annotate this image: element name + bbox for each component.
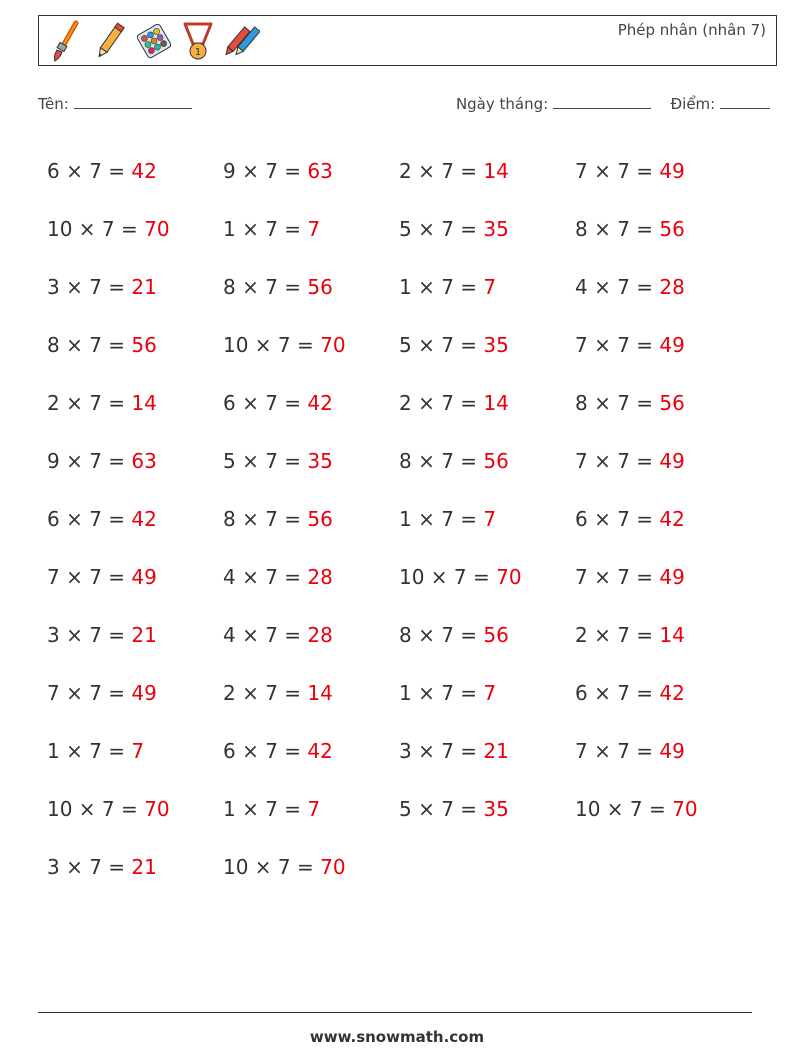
problem-question: 2 × 7 = (223, 681, 308, 705)
problem-answer: 14 (307, 681, 333, 705)
problem-answer: 14 (131, 391, 157, 415)
problem-question: 1 × 7 = (47, 739, 132, 763)
problem-answer: 56 (131, 333, 157, 357)
icon-strip (47, 19, 261, 63)
problem (47, 391, 223, 415)
problem-row (47, 606, 757, 664)
problem-question: 8 × 7 = (575, 391, 660, 415)
problem-question: 10 × 7 = (223, 333, 321, 357)
problem (47, 565, 223, 589)
problem-question: 8 × 7 = (399, 449, 484, 473)
problem (47, 159, 223, 183)
problem (223, 797, 399, 821)
problem-question: 10 × 7 = (575, 797, 673, 821)
problem-question: 6 × 7 = (575, 681, 660, 705)
problem-row (47, 258, 757, 316)
problem (399, 797, 575, 821)
problem-row (47, 432, 757, 490)
problem-answer: 56 (659, 217, 685, 241)
problem-question: 3 × 7 = (399, 739, 484, 763)
problem-question: 5 × 7 = (223, 449, 308, 473)
problem-row (47, 664, 757, 722)
problem-answer: 14 (483, 159, 509, 183)
problem-question: 5 × 7 = (399, 797, 484, 821)
problem-answer: 42 (659, 681, 685, 705)
problem-question: 1 × 7 = (399, 681, 484, 705)
paintbrush-icon (47, 19, 85, 63)
paint-palette-icon (135, 19, 173, 63)
problem-question: 3 × 7 = (47, 275, 132, 299)
problem (223, 159, 399, 183)
medal-icon (179, 19, 217, 63)
problem-answer: 42 (307, 739, 333, 763)
problem-question: 4 × 7 = (223, 623, 308, 647)
problem (47, 275, 223, 299)
name-label: Tên: (38, 95, 69, 113)
problem-answer: 70 (672, 797, 698, 821)
footer-divider (38, 1012, 752, 1013)
problem-row (47, 200, 757, 258)
problem-row (47, 142, 757, 200)
problem (223, 681, 399, 705)
problem-answer: 56 (307, 275, 333, 299)
problem-question: 6 × 7 = (223, 739, 308, 763)
problem (575, 217, 751, 241)
problem-question: 2 × 7 = (47, 391, 132, 415)
problem-question: 10 × 7 = (399, 565, 497, 589)
problem (47, 333, 223, 357)
footer-website: www.snowmath.com (309, 1028, 485, 1046)
name-field (38, 94, 192, 113)
pencil-icon (91, 19, 129, 63)
problem (575, 275, 751, 299)
problem-row (47, 780, 757, 838)
problem-answer: 56 (659, 391, 685, 415)
problem-row (47, 548, 757, 606)
problem-question: 6 × 7 = (223, 391, 308, 415)
problem-answer: 14 (483, 391, 509, 415)
problem-answer: 14 (659, 623, 685, 647)
problem-question: 9 × 7 = (223, 159, 308, 183)
problem-answer: 7 (483, 681, 497, 705)
problem-answer: 70 (496, 565, 522, 589)
problem-question: 7 × 7 = (575, 159, 660, 183)
problem-question: 6 × 7 = (47, 507, 132, 531)
problem (399, 159, 575, 183)
date-blank (553, 94, 651, 109)
problem-question: 8 × 7 = (399, 623, 484, 647)
problem (575, 333, 751, 357)
problem-answer: 21 (131, 275, 157, 299)
problem (47, 623, 223, 647)
problem (47, 217, 223, 241)
problem-answer: 70 (144, 217, 170, 241)
problem (575, 159, 751, 183)
problem-question: 7 × 7 = (575, 565, 660, 589)
problem (399, 681, 575, 705)
problem-question: 10 × 7 = (47, 797, 145, 821)
problem-answer: 42 (131, 159, 157, 183)
problem (575, 449, 751, 473)
problem-answer: 7 (483, 507, 497, 531)
problem-question: 6 × 7 = (575, 507, 660, 531)
problem-row (47, 838, 757, 896)
problem-answer: 7 (483, 275, 497, 299)
problem (223, 449, 399, 473)
problem-question: 4 × 7 = (575, 275, 660, 299)
problem (223, 391, 399, 415)
problem (47, 855, 223, 879)
problem-answer: 35 (483, 217, 509, 241)
problem (575, 681, 751, 705)
problem-row (47, 722, 757, 780)
problem-answer: 35 (307, 449, 333, 473)
problem (399, 275, 575, 299)
problem (223, 623, 399, 647)
problem-answer: 56 (483, 623, 509, 647)
problem-answer: 49 (659, 449, 685, 473)
problem-answer: 35 (483, 333, 509, 357)
problem-row (47, 374, 757, 432)
problem (575, 623, 751, 647)
problem-answer: 70 (320, 333, 346, 357)
problem-answer: 42 (131, 507, 157, 531)
problem (47, 449, 223, 473)
problem-question: 8 × 7 = (223, 275, 308, 299)
problem-question: 8 × 7 = (575, 217, 660, 241)
crayons-icon (223, 19, 261, 63)
problem (399, 507, 575, 531)
problem-question: 1 × 7 = (399, 507, 484, 531)
problem (399, 565, 575, 589)
date-score-fields (456, 94, 770, 113)
problem (575, 565, 751, 589)
problem-answer: 70 (320, 855, 346, 879)
problem-row (47, 490, 757, 548)
problem-question: 8 × 7 = (47, 333, 132, 357)
date-label: Ngày tháng: (455, 95, 549, 113)
problem-question: 1 × 7 = (223, 797, 308, 821)
problem-answer: 21 (483, 739, 509, 763)
problem-question: 6 × 7 = (47, 159, 132, 183)
problem-answer: 56 (483, 449, 509, 473)
problem (575, 797, 751, 821)
problem-question: 10 × 7 = (47, 217, 145, 241)
problem (223, 507, 399, 531)
problem (399, 739, 575, 763)
problem-answer: 49 (659, 739, 685, 763)
problem-answer: 63 (131, 449, 157, 473)
header-box (38, 15, 777, 66)
problem (399, 623, 575, 647)
problem-answer: 49 (131, 681, 157, 705)
score-blank (720, 94, 770, 109)
problem-answer: 28 (659, 275, 685, 299)
problem (47, 681, 223, 705)
problem (399, 217, 575, 241)
problem (47, 797, 223, 821)
problem-answer: 35 (483, 797, 509, 821)
problem-question: 5 × 7 = (399, 333, 484, 357)
problem-answer: 49 (659, 565, 685, 589)
problem (223, 565, 399, 589)
problem-question: 1 × 7 = (223, 217, 308, 241)
problem-question: 2 × 7 = (399, 391, 484, 415)
problem-answer: 21 (131, 855, 157, 879)
problem-question: 7 × 7 = (575, 449, 660, 473)
problem-answer: 63 (307, 159, 333, 183)
problem-question: 2 × 7 = (575, 623, 660, 647)
problem-question: 3 × 7 = (47, 623, 132, 647)
problem (575, 507, 751, 531)
problem-answer: 49 (131, 565, 157, 589)
problem (223, 333, 399, 357)
problem-answer: 49 (659, 159, 685, 183)
problem (223, 217, 399, 241)
problem (399, 391, 575, 415)
problem-question: 7 × 7 = (47, 681, 132, 705)
problem-answer: 49 (659, 333, 685, 357)
problem (223, 739, 399, 763)
problem-answer: 28 (307, 623, 333, 647)
problem (399, 449, 575, 473)
problem-question: 7 × 7 = (575, 333, 660, 357)
score-label: Điểm: (670, 95, 716, 113)
problem-answer: 7 (131, 739, 145, 763)
problem-answer: 42 (659, 507, 685, 531)
problem (223, 855, 399, 879)
problem-question: 10 × 7 = (223, 855, 321, 879)
problem-grid (47, 142, 757, 896)
problem-row (47, 316, 757, 374)
problem-question: 2 × 7 = (399, 159, 484, 183)
problem-question: 9 × 7 = (47, 449, 132, 473)
problem-question: 3 × 7 = (47, 855, 132, 879)
problem (47, 507, 223, 531)
problem-answer: 56 (307, 507, 333, 531)
problem (399, 333, 575, 357)
problem-answer: 7 (307, 797, 321, 821)
problem-question: 1 × 7 = (399, 275, 484, 299)
problem-question: 4 × 7 = (223, 565, 308, 589)
problem-answer: 70 (144, 797, 170, 821)
problem (223, 275, 399, 299)
problem (47, 739, 223, 763)
worksheet-title: Phép nhân (nhân 7) (617, 21, 766, 39)
problem-answer: 28 (307, 565, 333, 589)
problem-question: 5 × 7 = (399, 217, 484, 241)
problem-question: 7 × 7 = (47, 565, 132, 589)
problem-answer: 7 (307, 217, 321, 241)
problem-question: 7 × 7 = (575, 739, 660, 763)
problem-answer: 21 (131, 623, 157, 647)
problem (575, 739, 751, 763)
problem-question: 8 × 7 = (223, 507, 308, 531)
name-blank (74, 94, 192, 109)
problem-answer: 42 (307, 391, 333, 415)
svg-text:1: 1 (194, 47, 202, 58)
problem (575, 391, 751, 415)
